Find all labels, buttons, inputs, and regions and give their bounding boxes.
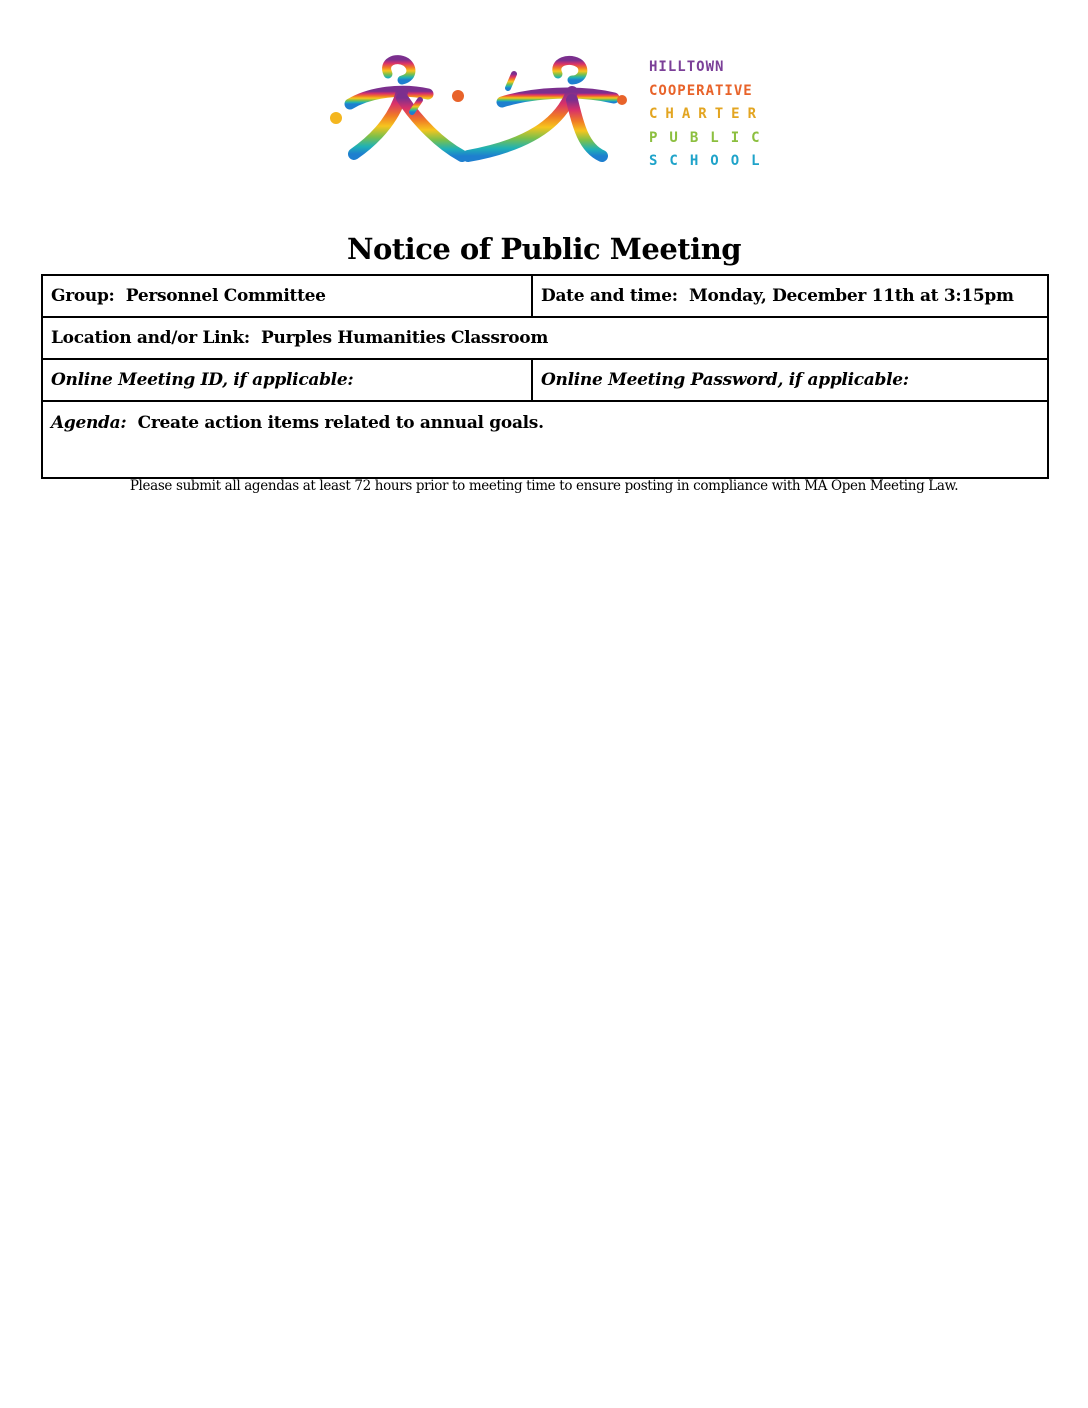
table-row — [42, 359, 1048, 401]
group-value: Personnel Committee — [125, 286, 326, 306]
logo-line-public: PUBLIC — [649, 129, 772, 146]
location-label: Location and/or Link: — [51, 328, 250, 348]
logo-line-hilltown: HILLTOWN — [649, 59, 725, 75]
location-cell — [42, 317, 1048, 359]
page-title: Notice of Public Meeting — [346, 232, 742, 266]
datetime-label: Date and time: — [541, 286, 678, 306]
logo-line-charter: CHARTER — [649, 106, 765, 122]
submission-footnote: Please submit all agendas at least 72 hours prior to meeting time to ensure posting in compliance with MA Open Meeting Law. — [129, 478, 959, 494]
meeting-password-cell — [532, 359, 1048, 401]
meeting-id-label: Online Meeting ID, if applicable: — [51, 370, 354, 390]
logo-wordmark — [649, 56, 789, 174]
agenda-label: Agenda: — [51, 413, 127, 433]
location-value: Purples Humanities Classroom — [261, 328, 549, 348]
datetime-value: Monday, December 11th at 3:15pm — [688, 286, 1014, 306]
group-cell — [42, 275, 532, 317]
table-row — [42, 317, 1048, 359]
meeting-id-cell — [42, 359, 532, 401]
table-row — [42, 401, 1048, 478]
group-label: Group: — [51, 286, 115, 306]
logo-figures-icon — [322, 52, 632, 180]
agenda-cell — [42, 401, 1048, 478]
logo-line-school: SCHOOL — [649, 153, 772, 169]
meeting-password-label: Online Meeting Password, if applicable: — [541, 370, 909, 390]
agenda-value: Create action items related to annual goals. — [137, 413, 544, 433]
table-row — [42, 275, 1048, 317]
logo-line-cooperative: COOPERATIVE — [649, 82, 753, 99]
school-logo — [322, 52, 784, 180]
meeting-notice-table — [41, 274, 1049, 479]
datetime-cell — [532, 275, 1048, 317]
